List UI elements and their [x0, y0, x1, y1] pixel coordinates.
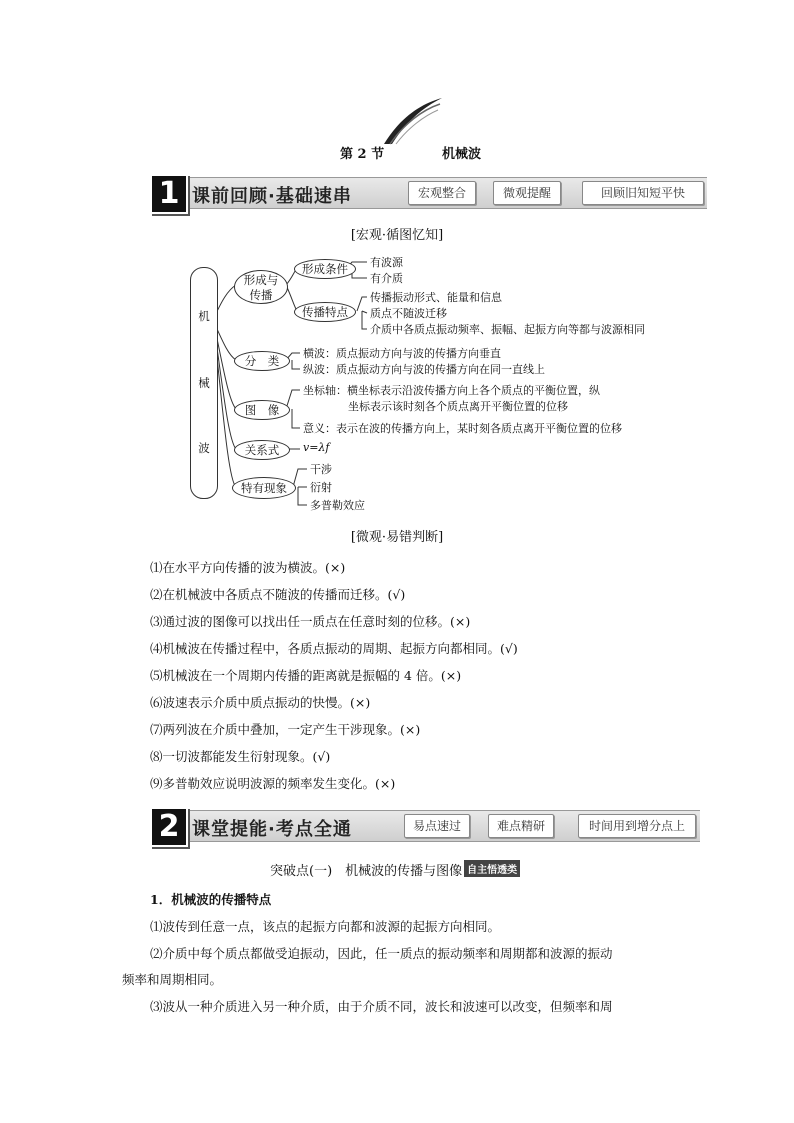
paragraph: 频率和周期相同。 — [122, 972, 223, 987]
item-formula: v=λf — [303, 441, 330, 454]
paragraph: ⑶波从一种介质进入另一种介质，由于介质不同，波长和波速可以改变，但频率和周 — [150, 999, 613, 1014]
node-phenomena: 特有现象 — [232, 477, 296, 499]
micro-heading: [微观·易错判断] — [350, 530, 444, 545]
judgment-item: ⑷机械波在传播过程中，各质点振动的周期、起振方向都相同。(√) — [150, 641, 518, 656]
item-longitudinal: 纵波：质点振动方向与波的传播方向在同一直线上 — [303, 363, 545, 376]
banner-title: 课前回顾·基础速串 — [192, 186, 352, 207]
judgment-item: ⑶通过波的图像可以找出任一质点在任意时刻的位移。(×) — [150, 614, 471, 629]
item-interference: 干涉 — [310, 463, 332, 476]
tab-micro[interactable]: 微观提醒 — [493, 181, 561, 205]
banner-in-class — [150, 810, 700, 842]
banner-number: 1 — [150, 174, 188, 214]
section-number: 第 2 节 — [340, 147, 385, 162]
root-node — [190, 267, 218, 499]
key-point-title-text: 突破点(一) 机械波的传播与图像 — [270, 864, 463, 879]
paragraph: ⑵介质中每个质点都做受迫振动，因此，任一质点的振动频率和周期都和波源的振动 — [150, 946, 613, 961]
judgment-item: ⑸机械波在一个周期内传播的距离就是振幅的 4 倍。(×) — [150, 668, 462, 683]
key-point-title — [270, 860, 520, 879]
node-formation: 形成与 传播 — [234, 270, 288, 304]
mind-map — [0, 0, 794, 520]
item-transverse: 横波：质点振动方向与波的传播方向垂直 — [303, 347, 501, 360]
item-axes-2: 坐标表示该时刻各个质点离开平衡位置的位移 — [348, 400, 568, 413]
section-name: 机械波 — [442, 147, 482, 162]
tab-review[interactable]: 回顾旧知短平快 — [582, 181, 704, 205]
tab-hard-points[interactable]: 难点精研 — [488, 814, 554, 838]
root-char-1: 机 — [198, 309, 210, 323]
node-graph: 图 像 — [234, 400, 290, 420]
judgment-item: ⑵在机械波中各质点不随波的传播而迁移。(√) — [150, 587, 406, 602]
paragraph: ⑴波传到任意一点，该点的起振方向都和波源的起振方向相同。 — [150, 919, 501, 934]
item-propagation-3: 介质中各质点振动频率、振幅、起振方向等都与波源相同 — [370, 323, 645, 336]
node-formation-conditions: 形成条件 — [294, 259, 356, 279]
item-propagation-2: 质点不随波迁移 — [370, 307, 447, 320]
item-doppler: 多普勒效应 — [310, 499, 365, 512]
key-point-subtitle: 1．机械波的传播特点 — [150, 892, 272, 907]
item-medium: 有介质 — [370, 272, 403, 285]
banner-number: 2 — [150, 807, 188, 847]
judgment-item: ⑴在水平方向传播的波为横波。(×) — [150, 560, 346, 575]
node-relation: 关系式 — [234, 440, 290, 460]
root-char-3: 波 — [198, 441, 210, 455]
item-axes-1: 坐标轴：横坐标表示沿波传播方向上各个质点的平衡位置，纵 — [303, 384, 600, 397]
node-propagation-features: 传播特点 — [294, 302, 356, 322]
macro-heading: [宏观·循图忆知] — [350, 228, 444, 243]
item-meaning: 意义：表示在波的传播方向上，某时刻各质点离开平衡位置的位移 — [303, 422, 622, 435]
tab-easy-points[interactable]: 易点速过 — [404, 814, 470, 838]
banner-title: 课堂提能·考点全通 — [192, 819, 352, 840]
judgment-item: ⑻一切波都能发生衍射现象。(√) — [150, 749, 331, 764]
item-source: 有波源 — [370, 256, 403, 269]
judgment-item: ⑺两列波在介质中叠加，一定产生干涉现象。(×) — [150, 722, 421, 737]
node-classification: 分 类 — [234, 351, 290, 371]
judgment-item: ⑹波速表示介质中质点振动的快慢。(×) — [150, 695, 371, 710]
judgment-item: ⑼多普勒效应说明波源的频率发生变化。(×) — [150, 776, 396, 791]
item-propagation-1: 传播振动形式、能量和信息 — [370, 291, 502, 304]
root-char-2: 械 — [198, 376, 210, 390]
tab-macro[interactable]: 宏观整合 — [408, 181, 476, 205]
item-diffraction: 衍射 — [310, 481, 332, 494]
tab-score-points[interactable]: 时间用到增分点上 — [578, 814, 696, 838]
self-study-tag: 自主悟透类 — [464, 860, 520, 877]
